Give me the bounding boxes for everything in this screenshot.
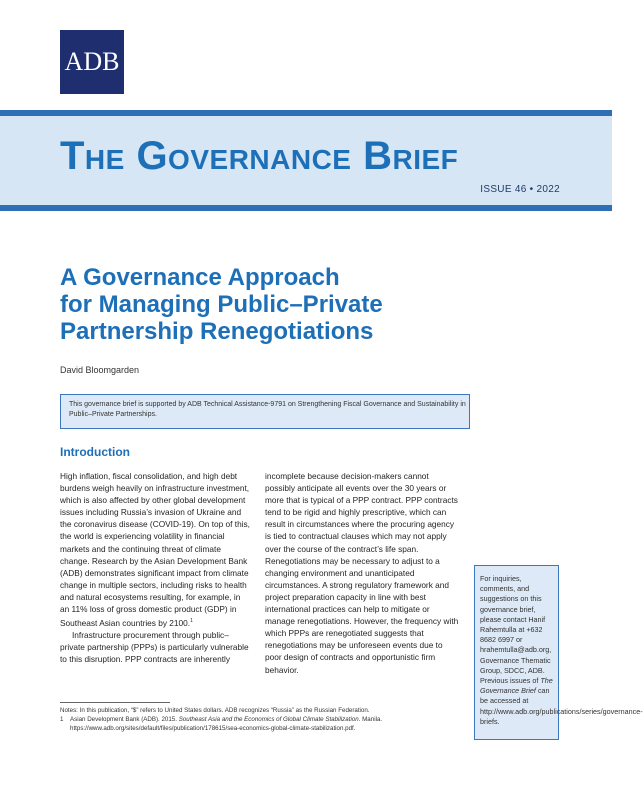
footnote-1: [60, 716, 460, 734]
issue-label: ISSUE 46 • 2022: [480, 184, 560, 195]
contact-info: For inquiries, comments, and suggestions on this governance brief, please contact Hanif Rahemtulla at +632 8682 6997 or hrahemtulla@adb.org, Governance Thematic Group, SDCC, ADB.: [480, 574, 552, 675]
paragraph-text: High inflation, fiscal consolidation, and high debt burdens weigh heavily on infrastructure investment, which is also affected by other global development issues including Russia’s invasion of Ukraine and the coronavirus disease (COVID-19). On top of this, the world is experiencing volatility in financial markets and the continuing threat of climate change. Research by the Asian Development Bank (ADB) demonstrates significant impact from climate change in multiple sectors, including risks to health and natural ecosystems resulting, for example, in an 11% loss of gross domestic product (GDP) in Southeast Asian countries by 2100.: [60, 471, 250, 628]
footnote-place: Manila.: [362, 715, 383, 723]
body-paragraph: [60, 470, 250, 629]
footnote-ref: 1: [190, 618, 193, 625]
notes-line: Notes: In this publication, “$” refers to United States dollars. ADB recognizes “Russia” as the Russian Federation.: [60, 707, 370, 714]
introduction-heading: Introduction: [60, 445, 130, 459]
footnote-title: Southeast Asia and the Economics of Global Climate Stabilization.: [178, 715, 361, 723]
publication-name: The Governance Brief: [480, 676, 553, 696]
support-note-box: [60, 394, 470, 429]
body-column-1: [60, 470, 250, 665]
article-title-line-2: for Managing Public–Private: [60, 291, 383, 318]
article-title-line-1: A Governance Approach: [60, 264, 340, 291]
footnote-number: 1: [60, 715, 64, 723]
header-band-bottom-rule: [0, 205, 612, 211]
body-paragraph: Infrastructure procurement through public–private partnership (PPPs) is particularly vulnerable to this disruption. PPP contracts are inherently: [60, 629, 249, 665]
previous-issues-pre: Previous issues of: [480, 676, 539, 686]
footnotes: [60, 707, 460, 733]
body-column-2: [265, 470, 460, 676]
adb-logo: ADB: [60, 30, 124, 94]
contact-sidebar-box: [474, 565, 643, 740]
support-note-text: This governance brief is supported by ADB Technical Assistance-9791 on Strengthening Fiscal Governance and Sustainability in Public–Private Partnerships.: [69, 401, 466, 418]
article-title: [60, 264, 480, 345]
previous-issues-link[interactable]: can be accessed at http://www.adb.org/publications/series/governance-briefs.: [480, 686, 643, 726]
brief-title: The Governance Brief: [60, 134, 459, 178]
footnote-divider: [60, 702, 170, 703]
previous-issues-info: [480, 676, 643, 727]
footnote-citation: Asian Development Bank (ADB). 2015.: [70, 715, 177, 723]
author-name: David Bloomgarden: [60, 365, 140, 375]
article-title-line-3: Partnership Renegotiations: [60, 318, 374, 345]
body-paragraph: incomplete because decision-makers cannot possibly anticipate all events over the 30 years or more that is typical of a PPP contract. PPP contracts tend to be rigid and highly prescriptive, which can result in circumstances where the procuring agency is tied to contractual clauses which may not apply over the course of the contract’s life span. Renegotiations may be necessary to adjust to a changing environment and unanticipated circumstances. A strong regulatory framework and project preparation capacity in line with best international practices can help to mitigate or manage renegotiations. However, the frequency with which PPPs are renegotiated suggests that renegotiations may be unforeseen events due to poor design of contracts and opportunistic firm behavior.: [265, 471, 459, 675]
footnote-url[interactable]: https://www.adb.org/sites/default/files/publication/178615/sea-economics-global-climate-stabilization.pdf.: [70, 724, 356, 732]
